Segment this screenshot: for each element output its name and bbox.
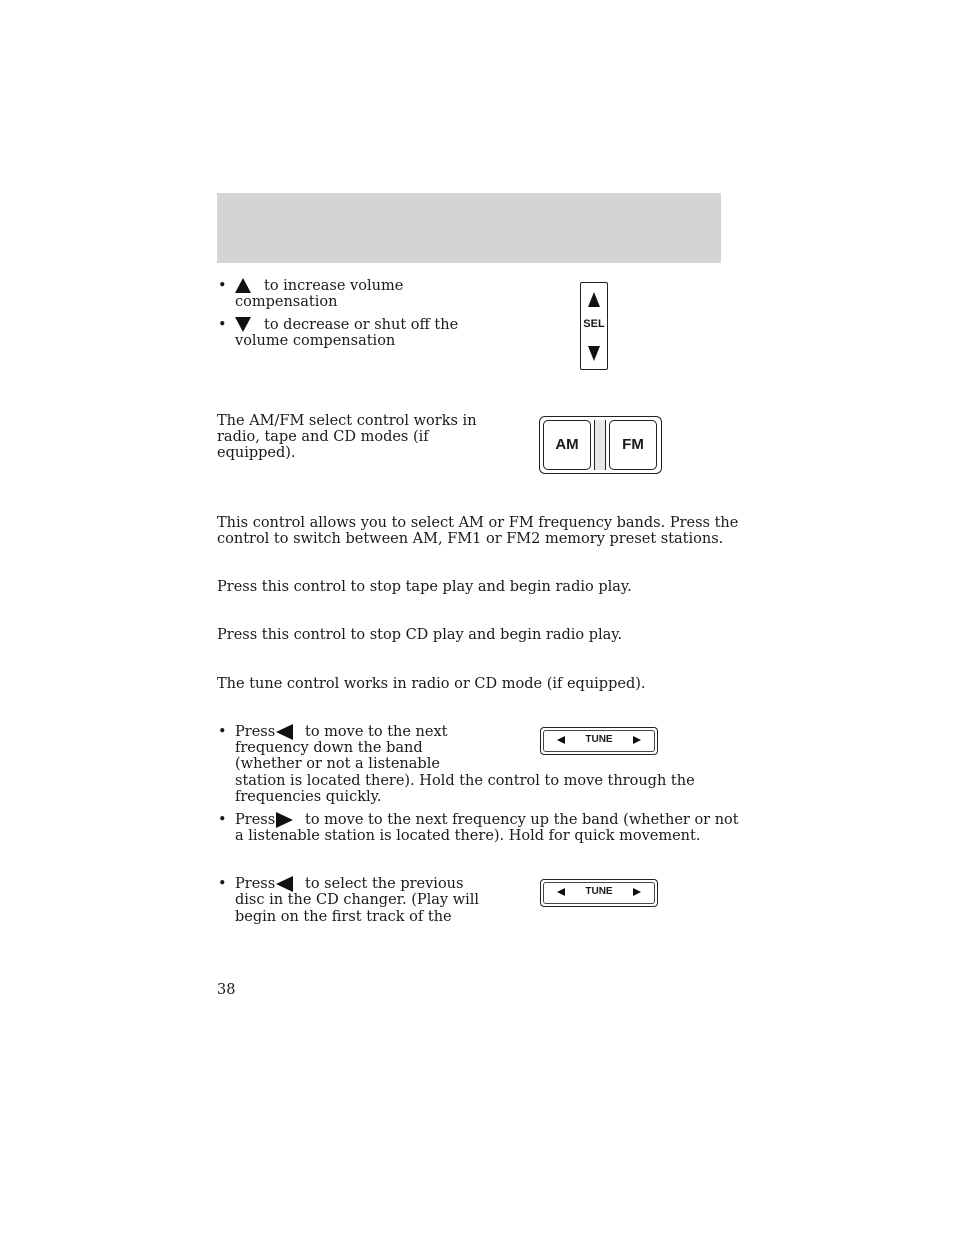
bullet: • <box>218 876 227 892</box>
down-arrow-icon <box>235 317 251 334</box>
bullet: • <box>218 812 227 828</box>
up-arrow-icon <box>235 278 251 295</box>
tune-down-text-2: frequency down the band <box>235 740 423 756</box>
right-arrow-icon <box>633 736 641 744</box>
amfm-para-2: control to switch between AM, FM1 or FM2 memory preset stations. <box>217 531 724 547</box>
vol-decrease-text: to decrease or shut off the <box>264 317 459 333</box>
amfm-control-illustration <box>539 416 662 474</box>
vol-decrease-text-2: volume compensation <box>235 333 396 349</box>
tune-control-illustration <box>540 727 658 755</box>
am-button-illustration: AM <box>543 420 591 470</box>
tune-cd-text-2: disc in the CD changer. (Play will <box>235 892 480 908</box>
sel-control-illustration <box>580 282 608 370</box>
bullet: • <box>218 317 227 333</box>
tune-cd-text-3: begin on the first track of the <box>235 909 452 925</box>
tune-label: TUNE <box>585 734 613 745</box>
tune-control-illustration <box>540 879 658 907</box>
tune-up-text-1: to move to the next frequency up the band (whether or not <box>305 812 739 828</box>
amfm-para-1: This control allows you to select AM or FM frequency bands. Press the <box>217 515 739 531</box>
header-band <box>217 193 721 263</box>
tune-up-text-2: a listenable station is located there). Hold for quick movement. <box>235 828 701 844</box>
amfm-intro-3: equipped). <box>217 445 296 461</box>
bullet: • <box>218 278 227 294</box>
amfm-tape-text: Press this control to stop tape play and begin radio play. <box>217 579 632 595</box>
up-arrow-icon <box>588 292 600 307</box>
tune-down-press: Press <box>235 724 276 740</box>
right-arrow-icon <box>633 888 641 896</box>
fm-button-illustration: FM <box>609 420 657 470</box>
tune-label: TUNE <box>585 886 613 897</box>
tune-down-text-3: (whether or not a listenable <box>235 756 440 772</box>
divider <box>594 420 606 470</box>
down-arrow-icon <box>588 346 600 361</box>
tune-cd-press: Press <box>235 876 276 892</box>
tune-cd-text-1: to select the previous <box>305 876 464 892</box>
vol-increase-text: to increase volume <box>264 278 404 294</box>
bullet: • <box>218 724 227 740</box>
tune-up-press: Press <box>235 812 276 828</box>
tune-down-text-1: to move to the next <box>305 724 448 740</box>
amfm-cd-text: Press this control to stop CD play and begin radio play. <box>217 627 623 643</box>
tune-down-text-5: frequencies quickly. <box>235 789 382 805</box>
vol-increase-text-2: compensation <box>235 294 338 310</box>
page-number: 38 <box>217 982 236 998</box>
sel-label: SEL <box>583 318 605 330</box>
amfm-intro-2: radio, tape and CD modes (if <box>217 429 429 445</box>
amfm-intro-1: The AM/FM select control works in <box>217 413 477 429</box>
tune-intro: The tune control works in radio or CD mode (if equipped). <box>217 676 646 692</box>
tune-down-text-4: station is located there). Hold the control to move through the <box>235 773 695 789</box>
